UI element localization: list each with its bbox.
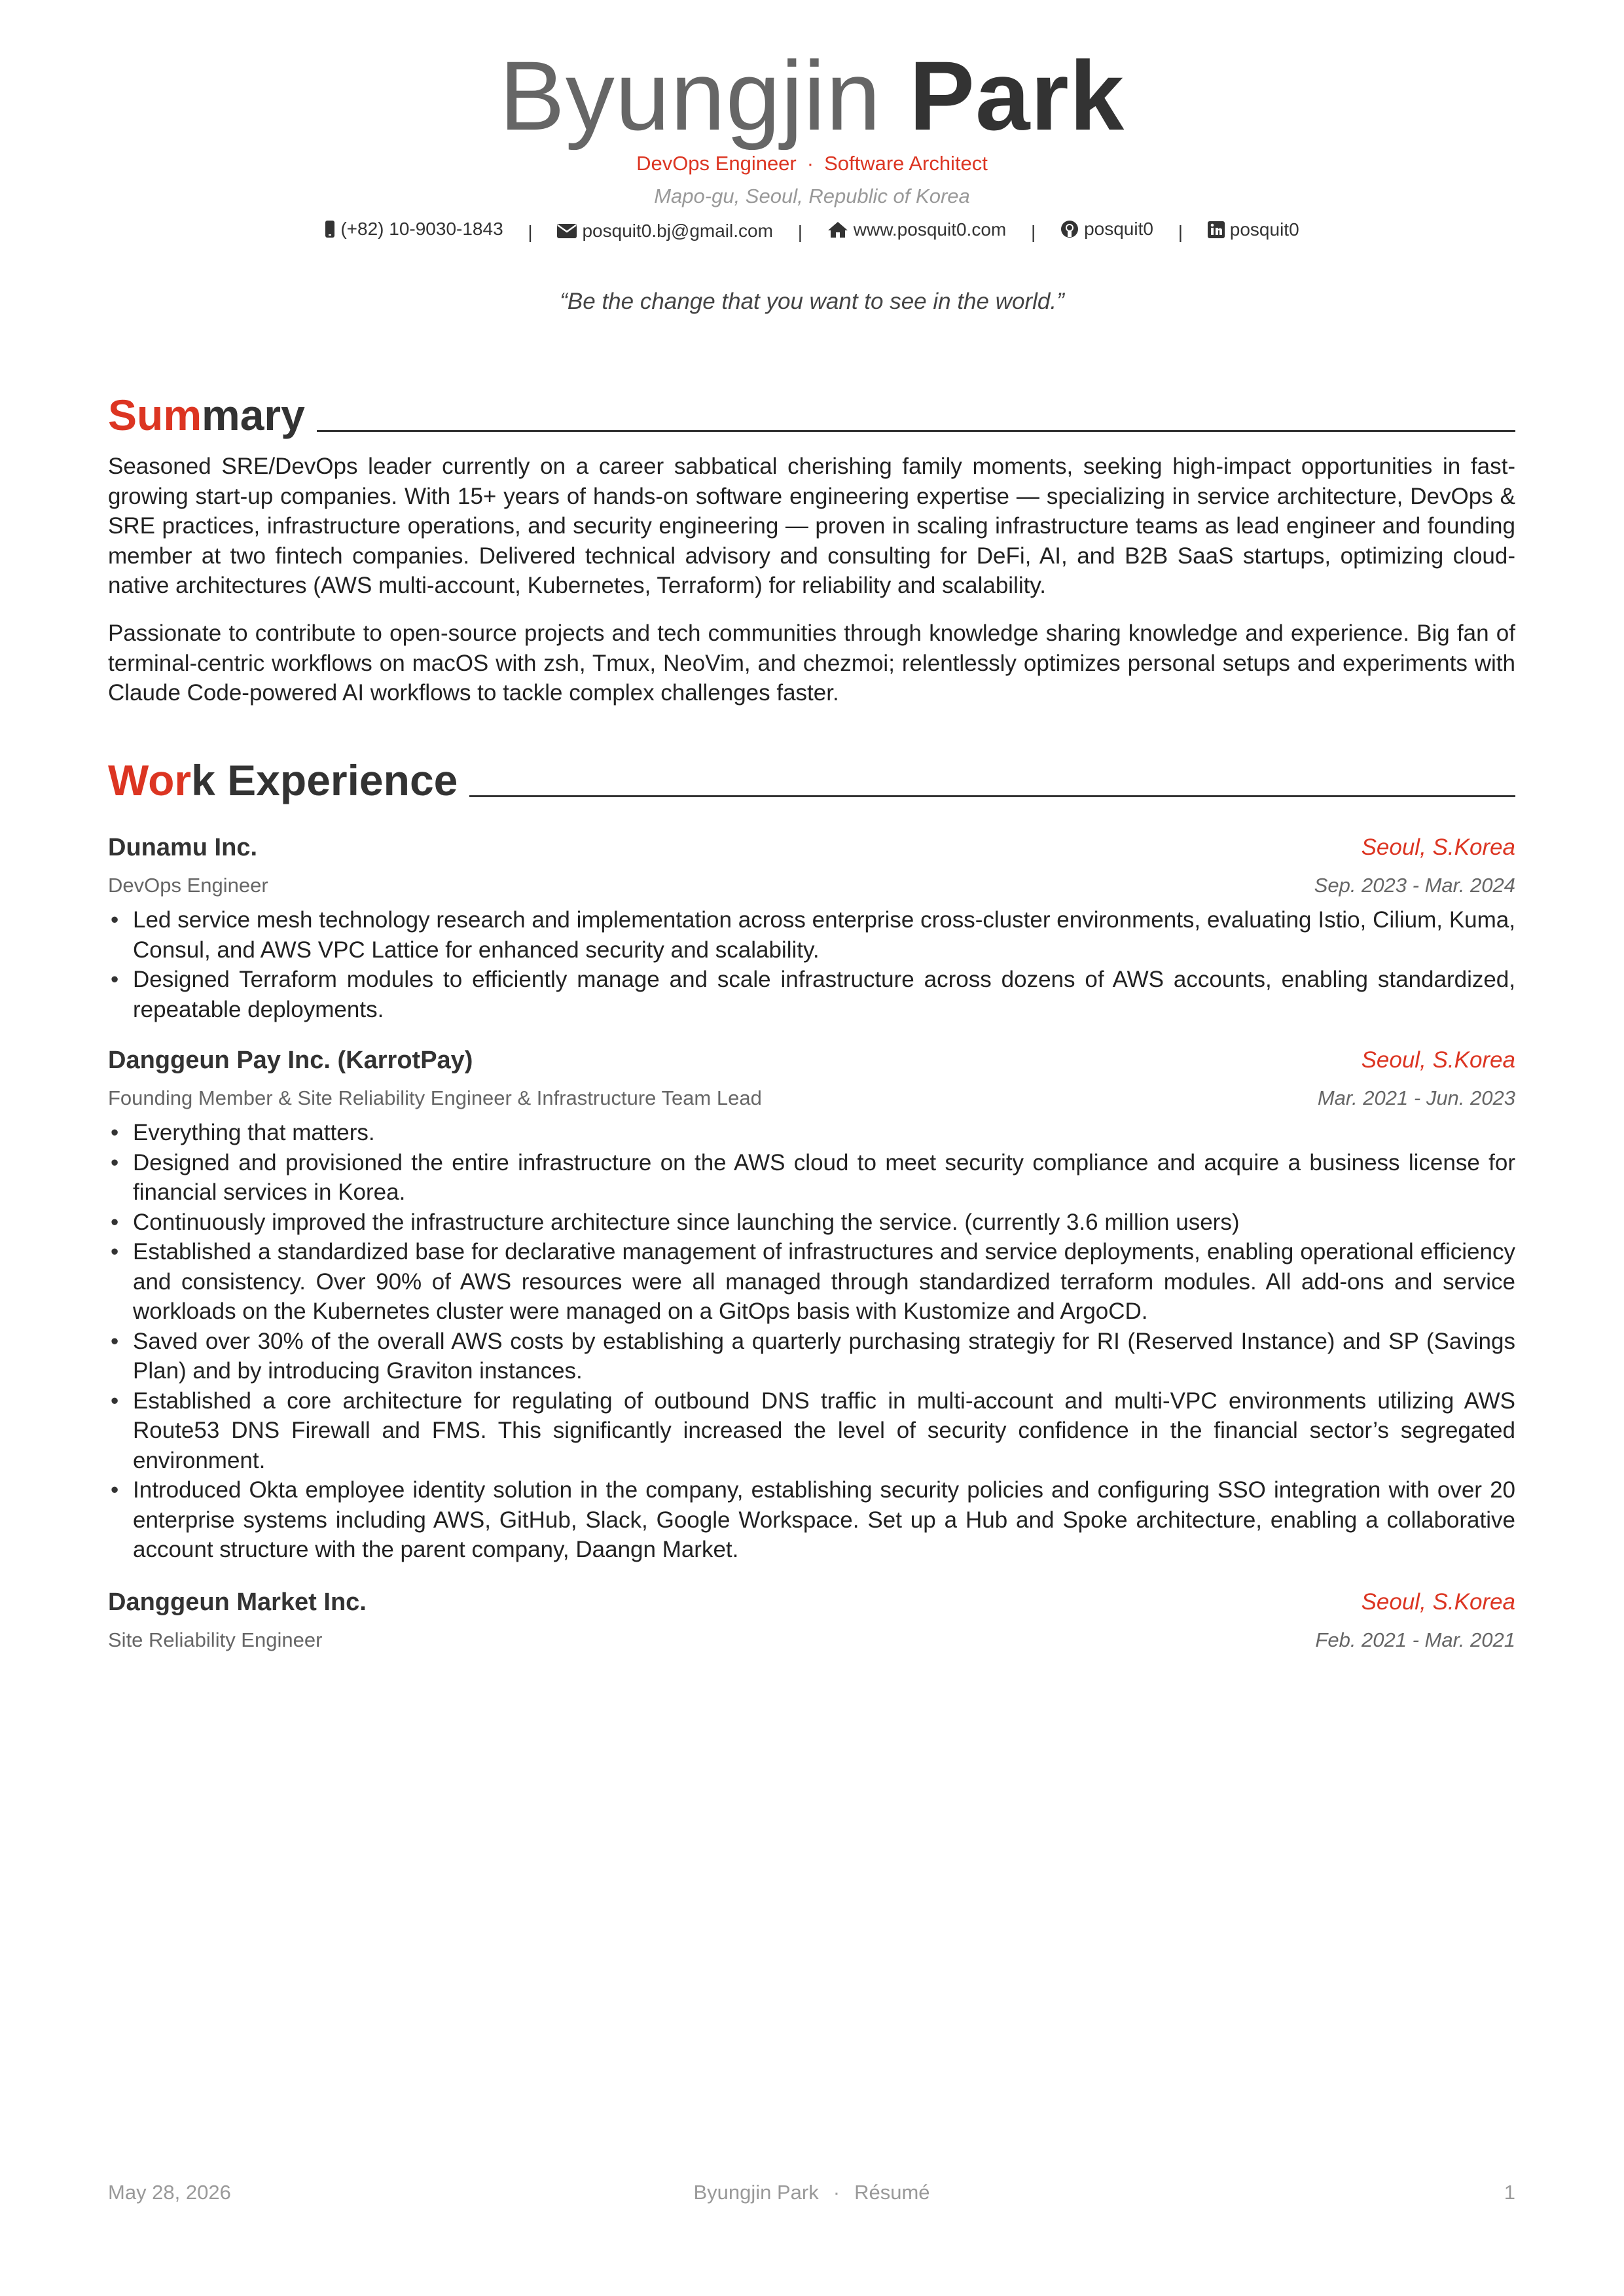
bullet-item: • Established a standardized base for declarative management of infrastructures and service deployments, enabling operational efficiency and consistency. Over 90% of AWS resources were all managed through standardized terraform modules. All add-ons and service workloads on the Kubernetes cluster were managed on a GitOps basis with Kustomize and ArgoCD. bbox=[108, 1237, 1515, 1327]
position-architect: Software Architect bbox=[824, 152, 988, 175]
contact-linkedin[interactable] bbox=[1208, 217, 1299, 243]
summary-paragraph-2: Passionate to contribute to open-source projects and tech communities through knowledge sharing knowledge and experience. Big fan of terminal-centric workflows on macOS with zsh, Tmux, NeoVim, and chezmoi; relentlessly optimizes personal setups and experiments with Claude Code-powered AI workflows to tackle complex challenges faster. bbox=[108, 620, 1515, 706]
summary-paragraph-1: Seasoned SRE/DevOps leader currently on a career sabbatical cherishing family moments, seeking high-impact opportunities in fast-growing start-up companies. With 15+ years of hands-on software engineering expertise — specializing in service architecture, DevOps & SRE practices, infrastructure operations, and security engineering — proven in scaling infrastructure teams as lead engineer and founding member at two fintech companies. Delivered technical advisory and consulting for DeFi, AI, and B2B SaaS startups, optimizing cloud-native architectures (AWS multi-account, Kubernetes, Terraform) for reliability and scalability. bbox=[108, 454, 1515, 598]
position-separator: · bbox=[806, 152, 814, 175]
footer-center bbox=[108, 2178, 1515, 2207]
entry-role: DevOps Engineer bbox=[108, 874, 268, 897]
contact-list bbox=[0, 216, 1624, 245]
full-name bbox=[0, 41, 1624, 151]
address: Mapo-gu, Seoul, Republic of Korea bbox=[654, 185, 970, 207]
section-title-rest: k Experience bbox=[191, 756, 458, 804]
bullet-item: • Continuously improved the infrastructure architecture since launching the service. (currently 3.6 million users) bbox=[108, 1208, 1515, 1238]
positions bbox=[0, 151, 1624, 177]
contact-email[interactable] bbox=[557, 218, 772, 244]
footer-doc-title: Résumé bbox=[854, 2181, 930, 2204]
github-handle: posquit0 bbox=[1084, 219, 1153, 239]
position-devops: DevOps Engineer bbox=[636, 152, 797, 175]
entry-organization: Dunamu Inc. bbox=[108, 834, 258, 861]
section-rule bbox=[469, 795, 1515, 797]
entry-organization: Danggeun Market Inc. bbox=[108, 1588, 367, 1616]
bullet-item: • Designed Terraform modules to efficiently manage and scale infrastructure across dozens of AWS accounts, enabling standardized, repeatable deployments. bbox=[108, 965, 1515, 1024]
home-icon bbox=[827, 221, 848, 238]
quote: “Be the change that you want to see in the world.” bbox=[560, 289, 1064, 314]
email-address: posquit0.bj@gmail.com bbox=[582, 221, 773, 241]
entry-subheader bbox=[108, 872, 1515, 899]
github-icon bbox=[1060, 220, 1079, 238]
linkedin-icon bbox=[1208, 221, 1225, 238]
envelope-icon bbox=[557, 224, 577, 238]
bullet-item: • Established a core architecture for regulating of outbound DNS traffic in multi-account and multi-VPC environments utilizing AWS Route53 DNS Firewall and FMS. This significantly increased the level of security confidence in the financial sector’s segregated environment. bbox=[108, 1386, 1515, 1476]
bullet-item: • Introduced Okta employee identity solution in the company, establishing security policies and configuring SSO integration with over 20 enterprise systems including AWS, GitHub, Slack, Google Workspace. Set up a Hub and Spoke architecture, enabling a collaborative account structure with the parent company, Daangn Market. bbox=[108, 1475, 1515, 1565]
section-title-summary bbox=[108, 389, 1515, 441]
entry-location: Seoul, S.Korea bbox=[1361, 1589, 1515, 1615]
entry-bullet-list bbox=[108, 1118, 1515, 1565]
linkedin-handle: posquit0 bbox=[1229, 219, 1299, 240]
bullet-item: • Designed and provisioned the entire infrastructure on the AWS cloud to meet security compliance and acquire a business license for financial services in Korea. bbox=[108, 1148, 1515, 1208]
homepage-url: www.posquit0.com bbox=[853, 219, 1007, 240]
entry-role: Site Reliability Engineer bbox=[108, 1628, 323, 1651]
last-name: Park bbox=[909, 41, 1125, 151]
contact-separator: | bbox=[1178, 222, 1183, 242]
entry-subheader bbox=[108, 1627, 1515, 1653]
page-footer bbox=[108, 2178, 1515, 2207]
entry-location: Seoul, S.Korea bbox=[1361, 1047, 1515, 1073]
entry-header bbox=[108, 831, 1515, 864]
entry-subheader bbox=[108, 1085, 1515, 1111]
bullet-item: • Everything that matters. bbox=[108, 1118, 1515, 1148]
first-name: Byungjin bbox=[499, 41, 882, 151]
entry-header bbox=[108, 1586, 1515, 1619]
contact-github[interactable] bbox=[1060, 216, 1153, 242]
entry-date: Sep. 2023 - Mar. 2024 bbox=[1314, 874, 1515, 897]
entry-header bbox=[108, 1044, 1515, 1077]
entry-date: Mar. 2021 - Jun. 2023 bbox=[1317, 1086, 1515, 1109]
bullet-item: • Saved over 30% of the overall AWS costs by establishing a quarterly purchasing strategiy for RI (Reserved Instance) and SP (Savings Plan) and by introducing Graviton instances. bbox=[108, 1327, 1515, 1386]
contact-homepage[interactable] bbox=[827, 217, 1006, 243]
contact-phone[interactable] bbox=[325, 216, 503, 242]
entry-organization: Danggeun Pay Inc. (KarrotPay) bbox=[108, 1047, 473, 1074]
section-title-experience bbox=[108, 754, 1515, 806]
footer-date: May 28, 2026 bbox=[108, 2181, 231, 2204]
section-title-text bbox=[108, 389, 305, 441]
bullet-item: • Led service mesh technology research and implementation across enterprise cross-cluster environments, evaluating Istio, Cilium, Kuma, Consul, and AWS VPC Lattice for enhanced security and scalability. bbox=[108, 905, 1515, 965]
section-title-text bbox=[108, 754, 458, 806]
contact-separator: | bbox=[528, 222, 533, 242]
phone-number: (+82) 10-9030-1843 bbox=[340, 219, 503, 239]
section-title-rest: mary bbox=[202, 391, 305, 439]
section-title-highlight: Wor bbox=[108, 756, 192, 804]
resume-header bbox=[0, 43, 1624, 316]
phone-icon bbox=[325, 220, 335, 238]
entry-location: Seoul, S.Korea bbox=[1361, 834, 1515, 860]
entry-bullet-list bbox=[108, 905, 1515, 1024]
footer-name: Byungjin Park bbox=[693, 2181, 819, 2204]
entry-role: Founding Member & Site Reliability Engineer & Infrastructure Team Lead bbox=[108, 1086, 762, 1109]
contact-separator: | bbox=[797, 222, 803, 242]
section-title-highlight: Sum bbox=[108, 391, 202, 439]
contact-separator: | bbox=[1031, 222, 1036, 242]
footer-page-number: 1 bbox=[1504, 2181, 1515, 2204]
entry-date: Feb. 2021 - Mar. 2021 bbox=[1315, 1628, 1515, 1651]
footer-separator: · bbox=[833, 2181, 840, 2204]
section-rule bbox=[317, 430, 1515, 432]
